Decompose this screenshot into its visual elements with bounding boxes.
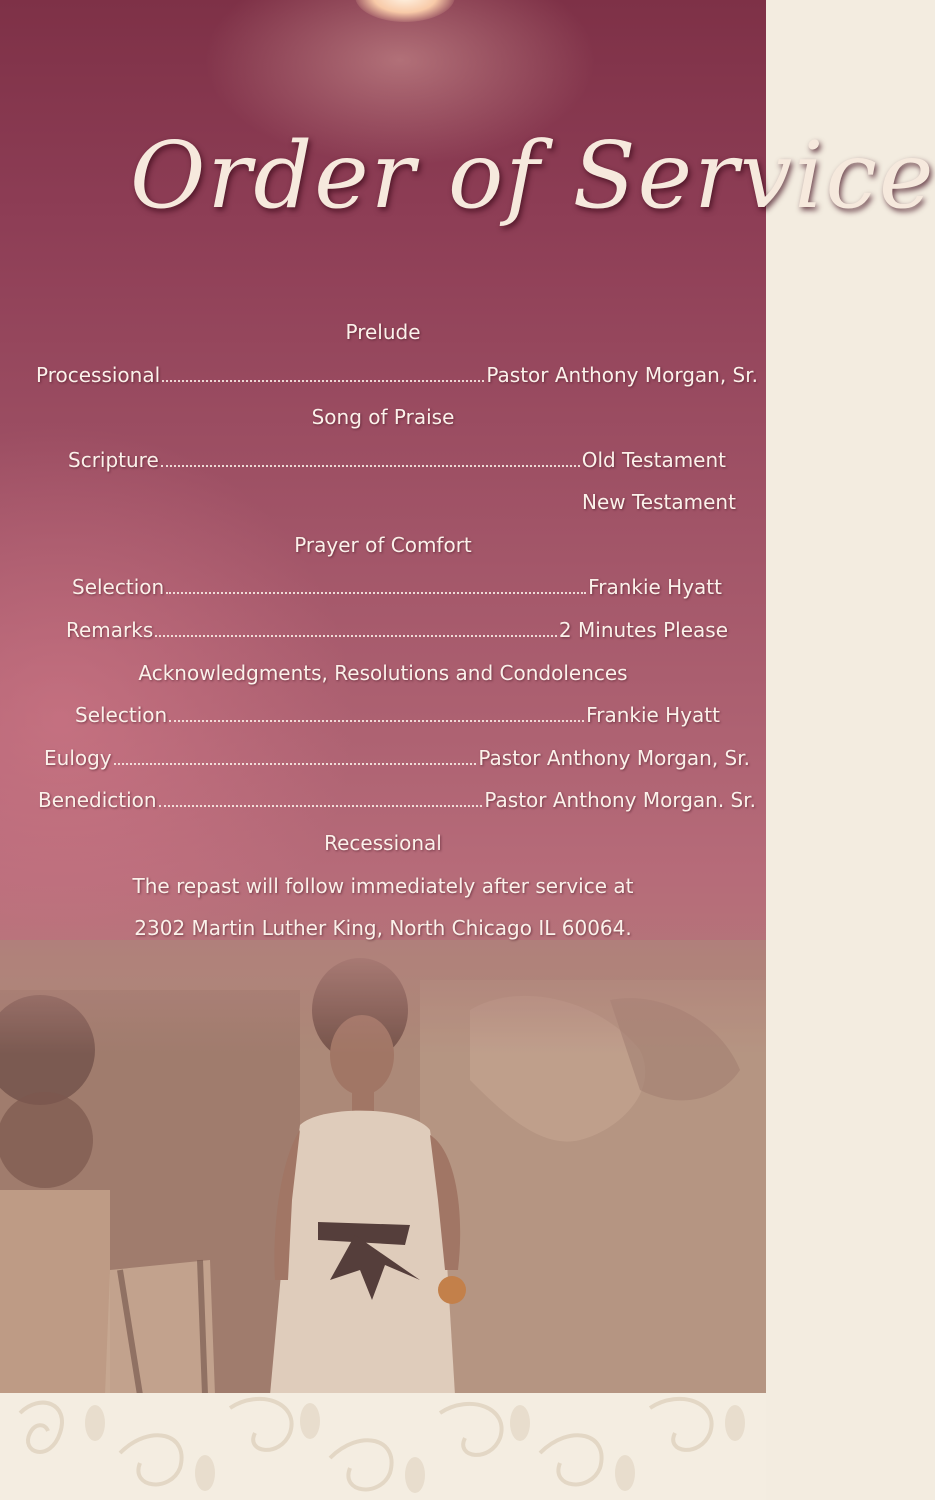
vintage-photo (0, 940, 766, 1395)
processional-value: Pastor Anthony Morgan, Sr. (486, 363, 758, 387)
scripture-label: Scripture (68, 448, 159, 472)
selection-label: Selection (75, 703, 168, 727)
prayer-item: Prayer of Comfort (294, 533, 472, 557)
remarks-item (66, 617, 728, 643)
eulogy-item (44, 745, 750, 771)
selection-item-1 (72, 574, 722, 600)
selection-label: Selection (72, 575, 165, 599)
selection-value: Frankie Hyatt (588, 575, 722, 599)
benediction-value: Pastor Anthony Morgan. Sr. (484, 788, 756, 812)
prelude-item: Prelude (345, 320, 421, 344)
scripture-value: Old Testament (581, 448, 726, 472)
page-title: Order of Service (130, 122, 935, 229)
dot-leader (169, 704, 584, 722)
selection-item-2 (75, 702, 720, 728)
repast-line-1: The repast will follow immediately after service at (132, 874, 634, 898)
processional-label: Processional (36, 363, 161, 387)
acknowledgments-item: Acknowledgments, Resolutions and Condolences (138, 661, 628, 685)
scripture-value-2: New Testament (582, 490, 736, 514)
light-glow (355, 0, 455, 22)
dot-leader (114, 747, 477, 765)
processional-item (36, 362, 758, 388)
dot-leader (161, 449, 580, 467)
dot-leader (166, 576, 586, 594)
dot-leader (155, 619, 557, 637)
remarks-label: Remarks (66, 618, 154, 642)
scripture-item (68, 447, 726, 473)
recessional-item: Recessional (324, 831, 442, 855)
eulogy-value: Pastor Anthony Morgan, Sr. (478, 746, 750, 770)
eulogy-label: Eulogy (44, 746, 112, 770)
benediction-item (38, 787, 756, 813)
dot-leader (162, 364, 484, 382)
dot-leader (159, 789, 483, 807)
benediction-label: Benediction (38, 788, 157, 812)
remarks-value: 2 Minutes Please (558, 618, 728, 642)
selection-value: Frankie Hyatt (586, 703, 720, 727)
repast-address: 2302 Martin Luther King, North Chicago IL 60064. (134, 916, 632, 940)
damask-footer-pattern (0, 1393, 766, 1500)
song-of-praise-item: Song of Praise (311, 405, 455, 429)
